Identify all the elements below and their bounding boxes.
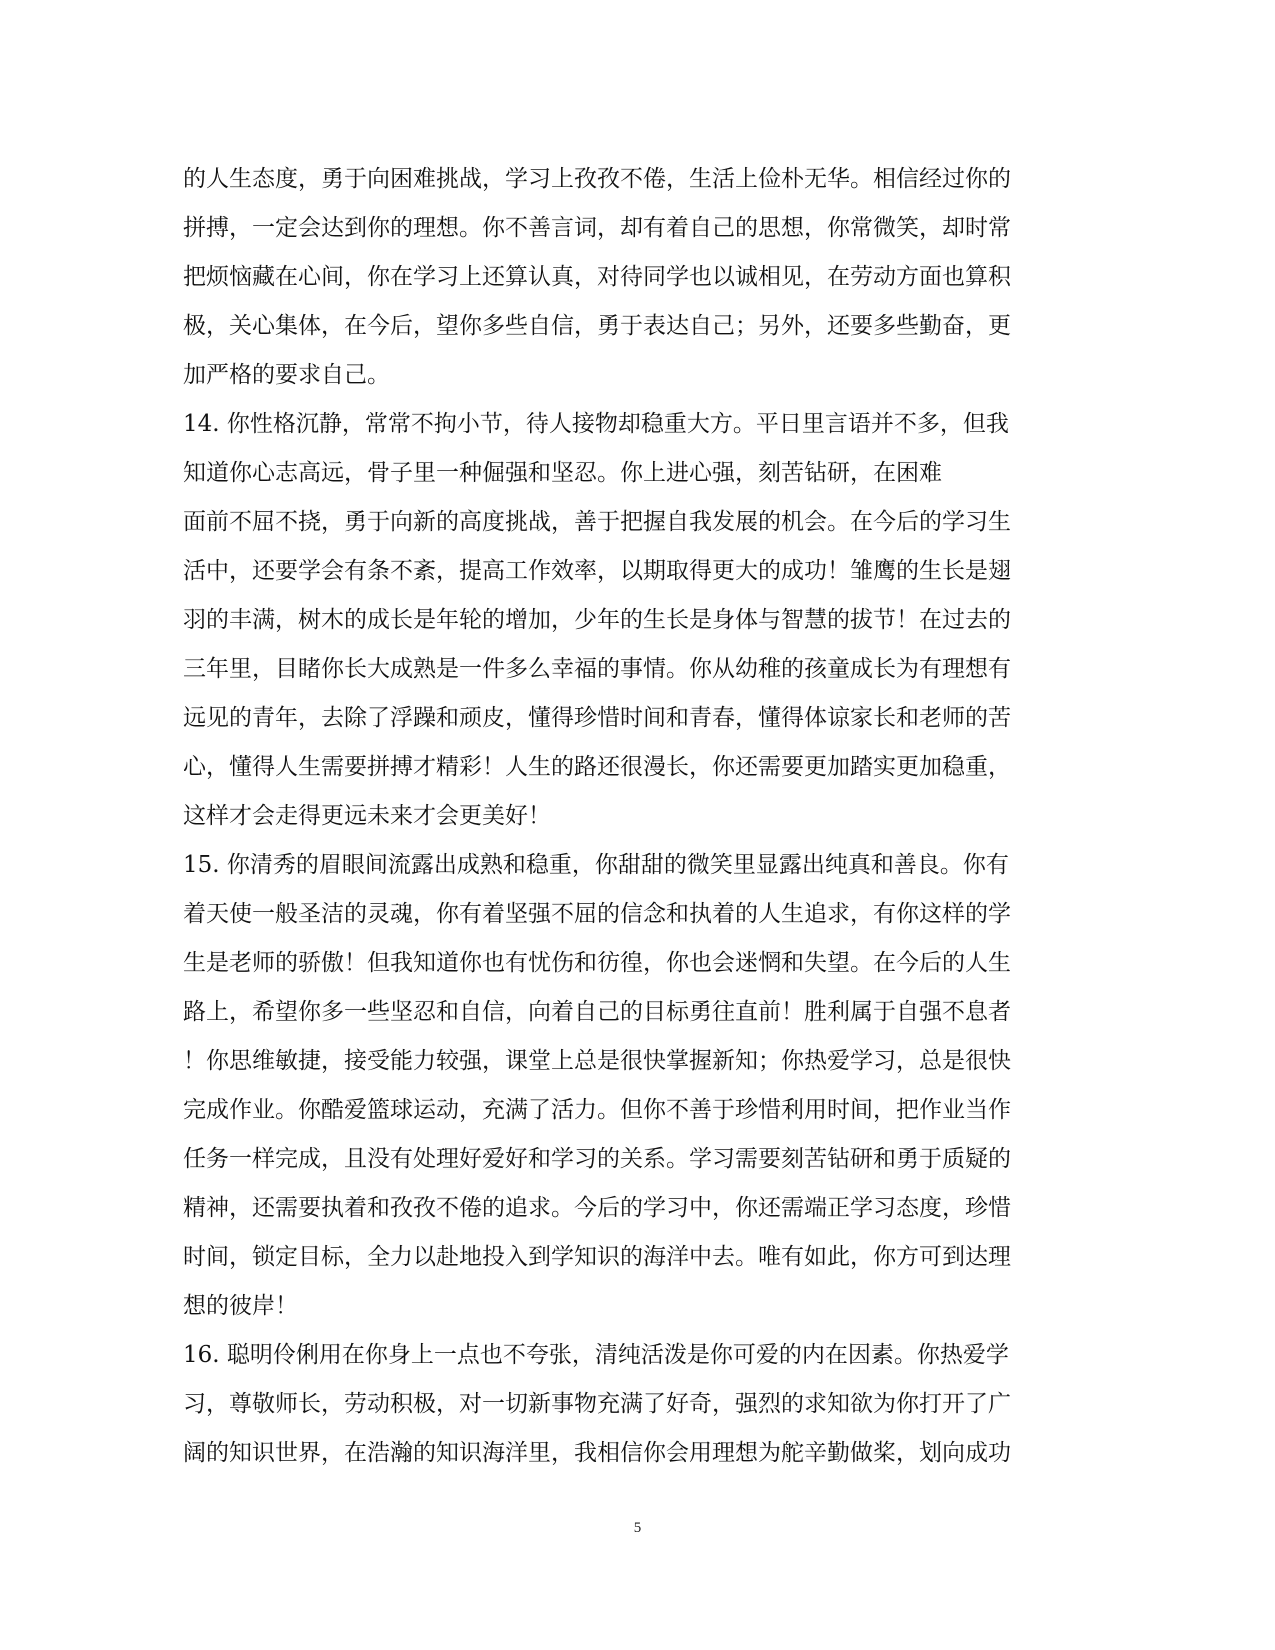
text-line: 远见的青年，去除了浮躁和顽皮，懂得珍惜时间和青春，懂得体谅家长和老师的苦: [183, 705, 1011, 731]
text-line: 的人生态度，勇于向困难挑战，学习上孜孜不倦，生活上俭朴无华。相信经过你的: [183, 166, 1011, 192]
text-line: 任务一样完成，且没有处理好爱好和学习的关系。学习需要刻苦钻研和勇于质疑的: [183, 1146, 1011, 1172]
text-line: 极，关心集体，在今后，望你多些自信，勇于表达自己；另外，还要多些勤奋，更: [183, 313, 1011, 339]
text-line: 羽的丰满，树木的成长是年轮的增加，少年的生长是身体与智慧的拔节！在过去的: [183, 607, 1011, 633]
text-line: 精神，还需要执着和孜孜不倦的追求。今后的学习中，你还需端正学习态度，珍惜: [183, 1195, 1011, 1221]
text-line: 路上，希望你多一些坚忍和自信，向着自己的目标勇往直前！胜利属于自强不息者: [183, 999, 1011, 1025]
text-line: 加严格的要求自己。: [183, 362, 390, 388]
text-line: 心，懂得人生需要拼搏才精彩！人生的路还很漫长，你还需要更加踏实更加稳重，: [183, 754, 1011, 780]
text-line: 把烦恼藏在心间，你在学习上还算认真，对待同学也以诚相见，在劳动方面也算积: [183, 264, 1011, 290]
text-line: 生是老师的骄傲！但我知道你也有忧伤和彷徨，你也会迷惘和失望。在今后的人生: [183, 950, 1011, 976]
text-line: 拼搏，一定会达到你的理想。你不善言词，却有着自己的思想，你常微笑，却时常: [183, 215, 1011, 241]
text-line: 想的彼岸！: [183, 1293, 298, 1319]
text-line: 15. 你清秀的眉眼间流露出成熟和稳重，你甜甜的微笑里显露出纯真和善良。你有: [183, 852, 1009, 878]
text-line: 时间，锁定目标，全力以赴地投入到学知识的海洋中去。唯有如此，你方可到达理: [183, 1244, 1011, 1270]
text-line: 完成作业。你酷爱篮球运动，充满了活力。但你不善于珍惜利用时间，把作业当作: [183, 1097, 1011, 1123]
text-line: 活中，还要学会有条不紊，提高工作效率，以期取得更大的成功！雏鹰的生长是翅: [183, 558, 1011, 584]
document-body: [183, 155, 1073, 1478]
text-line: 三年里，目睹你长大成熟是一件多么幸福的事情。你从幼稚的孩童成长为有理想有: [183, 656, 1011, 682]
text-line: 着天使一般圣洁的灵魂，你有着坚强不屈的信念和执着的人生追求，有你这样的学: [183, 901, 1011, 927]
text-line: 这样才会走得更远未来才会更美好！: [183, 803, 551, 829]
text-line: 习，尊敬师长，劳动积极，对一切新事物充满了好奇，强烈的求知欲为你打开了广: [183, 1391, 1011, 1417]
text-line: 面前不屈不挠，勇于向新的高度挑战，善于把握自我发展的机会。在今后的学习生: [183, 509, 1011, 535]
text-line: 阔的知识世界，在浩瀚的知识海洋里，我相信你会用理想为舵辛勤做桨，划向成功: [183, 1440, 1011, 1466]
text-line: 14. 你性格沉静，常常不拘小节，待人接物却稳重大方。平日里言语并不多，但我: [183, 411, 1009, 437]
text-line: 知道你心志高远，骨子里一种倔强和坚忍。你上进心强，刻苦钻研，在困难: [183, 460, 942, 486]
text-line: 16. 聪明伶俐用在你身上一点也不夸张，清纯活泼是你可爱的内在因素。你热爱学: [183, 1342, 1009, 1368]
page-number: 5: [633, 1520, 642, 1536]
text-line: ！你思维敏捷，接受能力较强，课堂上总是很快掌握新知；你热爱学习，总是很快: [183, 1048, 1011, 1074]
